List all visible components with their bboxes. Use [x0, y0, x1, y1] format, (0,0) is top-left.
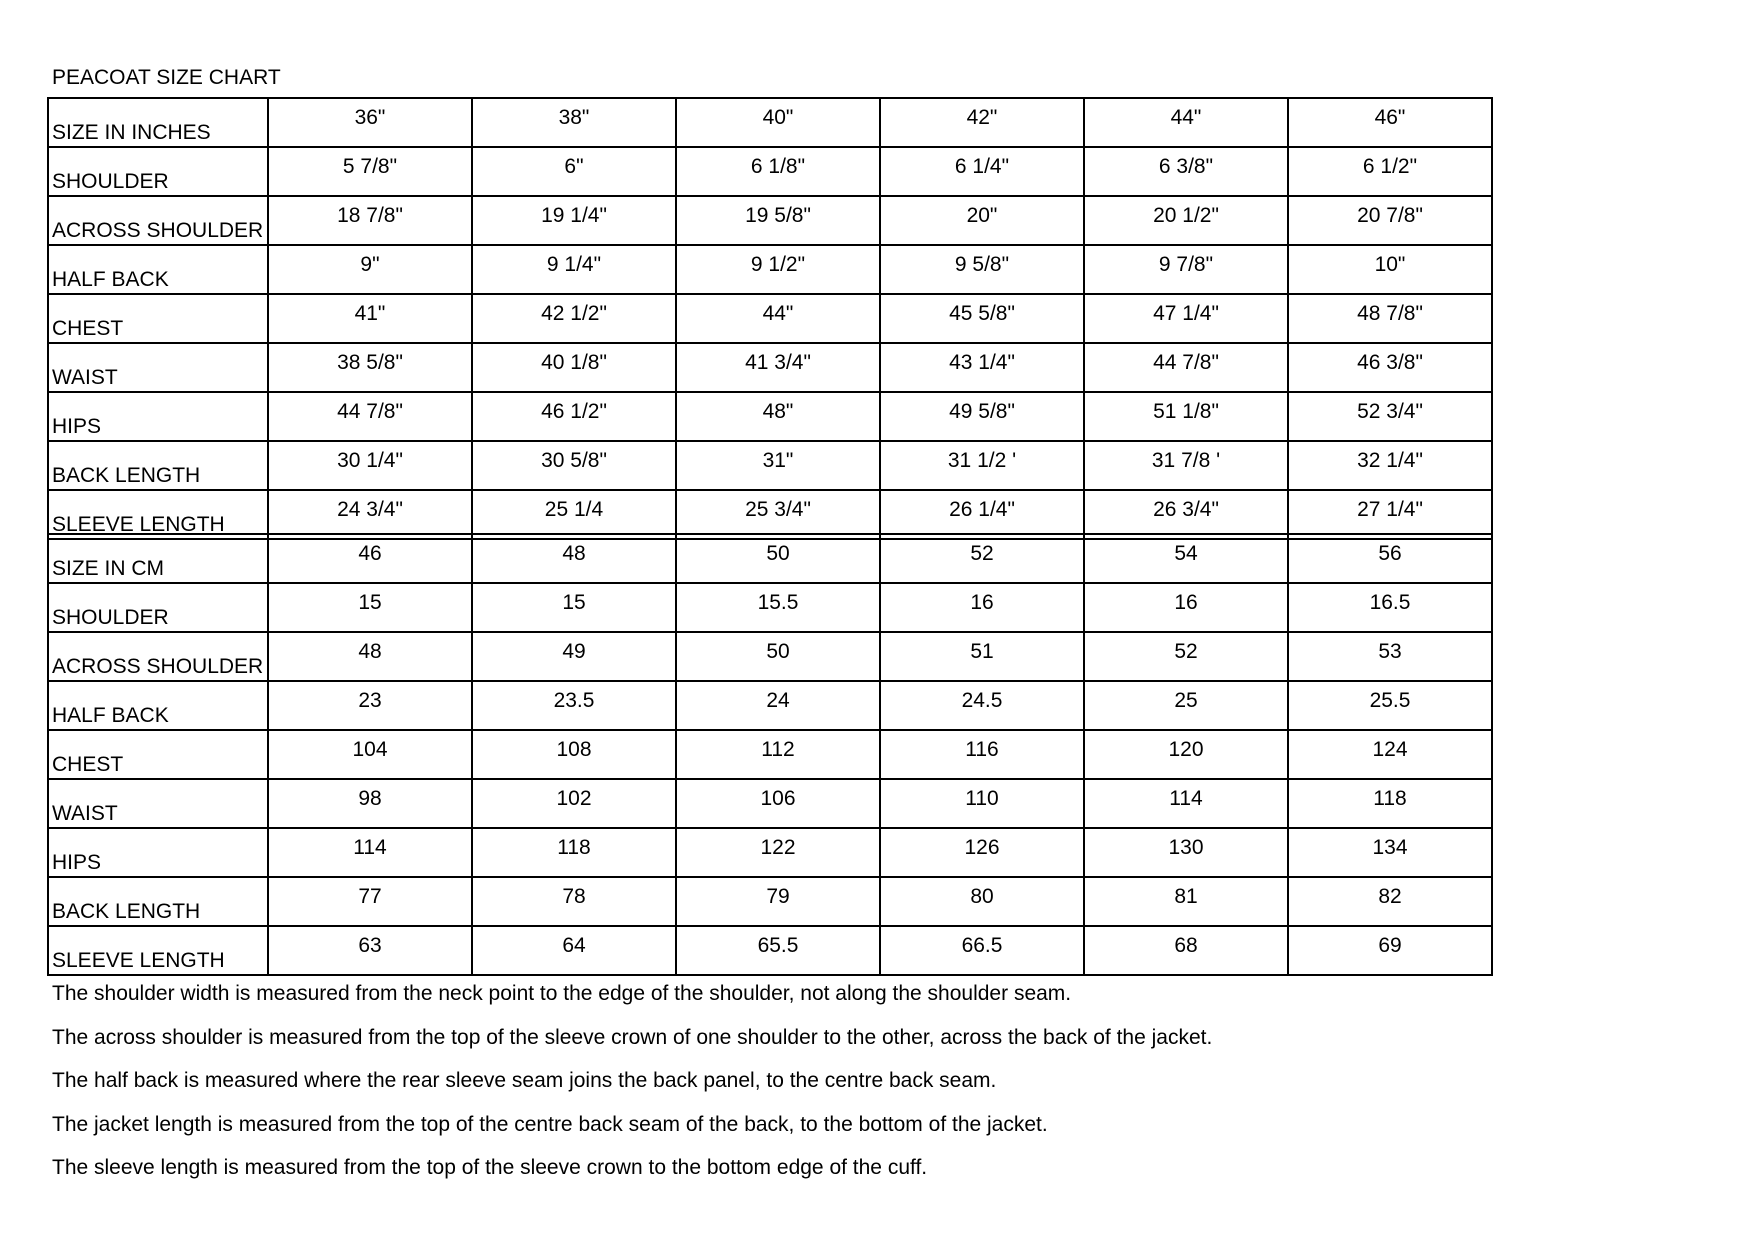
table-cell: 110 — [880, 779, 1084, 828]
table-cell: 26 3/4" — [1084, 490, 1288, 539]
table-cell: 18 7/8" — [268, 196, 472, 245]
table-cell: 9 1/2" — [676, 245, 880, 294]
table-row — [48, 490, 1492, 539]
table-row — [48, 98, 1492, 147]
table-cell: 46 3/8" — [1288, 343, 1492, 392]
table-cell: 114 — [268, 828, 472, 877]
row-label: SIZE IN INCHES — [48, 98, 268, 147]
table-cell: 41" — [268, 294, 472, 343]
row-label: SHOULDER — [48, 147, 268, 196]
table-cell: 20 7/8" — [1288, 196, 1492, 245]
table-cell: 9 7/8" — [1084, 245, 1288, 294]
table-cell: 19 5/8" — [676, 196, 880, 245]
table-cell: 68 — [1084, 926, 1288, 975]
table-cell: 66.5 — [880, 926, 1084, 975]
table-cell: 48 — [268, 632, 472, 681]
table-cell: 38 5/8" — [268, 343, 472, 392]
note-jacket-length: The jacket length is measured from the top of the centre back seam of the back, to the bottom of the jacket. — [52, 1112, 1048, 1136]
table-cell: 6 3/8" — [1084, 147, 1288, 196]
table-cell: 49 — [472, 632, 676, 681]
table-cell: 23.5 — [472, 681, 676, 730]
table-row — [48, 392, 1492, 441]
table-cell: 25 3/4" — [676, 490, 880, 539]
table-cell: 51 — [880, 632, 1084, 681]
table-cell: 23 — [268, 681, 472, 730]
table-cell: 48" — [676, 392, 880, 441]
table-cell: 102 — [472, 779, 676, 828]
table-cell: 114 — [1084, 779, 1288, 828]
table-row — [48, 632, 1492, 681]
cm-table-body — [48, 534, 1492, 975]
table-cell: 25 1/4 — [472, 490, 676, 539]
table-cell: 52 3/4" — [1288, 392, 1492, 441]
table-cell: 53 — [1288, 632, 1492, 681]
table-cell: 50 — [676, 632, 880, 681]
table-cell: 15 — [268, 583, 472, 632]
table-cell: 38" — [472, 98, 676, 147]
table-cell: 44" — [1084, 98, 1288, 147]
table-cell: 6" — [472, 147, 676, 196]
table-cell: 126 — [880, 828, 1084, 877]
table-cell: 52 — [1084, 632, 1288, 681]
table-cell: 98 — [268, 779, 472, 828]
table-cell: 27 1/4" — [1288, 490, 1492, 539]
table-cell: 20 1/2" — [1084, 196, 1288, 245]
table-cell: 32 1/4" — [1288, 441, 1492, 490]
table-cell: 56 — [1288, 534, 1492, 583]
table-cell: 30 1/4" — [268, 441, 472, 490]
inches-size-table — [47, 97, 1493, 540]
table-cell: 118 — [1288, 779, 1492, 828]
table-cell: 9 5/8" — [880, 245, 1084, 294]
table-row — [48, 196, 1492, 245]
table-cell: 130 — [1084, 828, 1288, 877]
table-cell: 15 — [472, 583, 676, 632]
measurement-notes — [52, 982, 1652, 1200]
table-cell: 106 — [676, 779, 880, 828]
table-cell: 64 — [472, 926, 676, 975]
row-label: HALF BACK — [48, 681, 268, 730]
table-cell: 65.5 — [676, 926, 880, 975]
table-cell: 44 7/8" — [268, 392, 472, 441]
row-label: SLEEVE LENGTH — [48, 926, 268, 975]
table-cell: 49 5/8" — [880, 392, 1084, 441]
table-cell: 120 — [1084, 730, 1288, 779]
table-cell: 16.5 — [1288, 583, 1492, 632]
row-label: HIPS — [48, 828, 268, 877]
table-cell: 36" — [268, 98, 472, 147]
row-label: HALF BACK — [48, 245, 268, 294]
row-label: ACROSS SHOULDER — [48, 632, 268, 681]
table-cell: 24.5 — [880, 681, 1084, 730]
table-cell: 69 — [1288, 926, 1492, 975]
row-label: CHEST — [48, 730, 268, 779]
table-cell: 44 7/8" — [1084, 343, 1288, 392]
inches-table-body — [48, 98, 1492, 539]
table-row — [48, 926, 1492, 975]
table-cell: 16 — [880, 583, 1084, 632]
table-cell: 6 1/4" — [880, 147, 1084, 196]
table-cell: 112 — [676, 730, 880, 779]
row-label: SIZE IN CM — [48, 534, 268, 583]
row-label: ACROSS SHOULDER — [48, 196, 268, 245]
table-cell: 6 1/8" — [676, 147, 880, 196]
row-label: WAIST — [48, 779, 268, 828]
table-cell: 24 — [676, 681, 880, 730]
note-half-back: The half back is measured where the rear sleeve seam joins the back panel, to the centre back seam. — [52, 1069, 997, 1092]
table-cell: 43 1/4" — [880, 343, 1084, 392]
table-cell: 52 — [880, 534, 1084, 583]
table-row — [48, 828, 1492, 877]
table-cell: 50 — [676, 534, 880, 583]
table-cell: 9 1/4" — [472, 245, 676, 294]
table-cell: 20" — [880, 196, 1084, 245]
table-cell: 19 1/4" — [472, 196, 676, 245]
table-cell: 31 1/2 ' — [880, 441, 1084, 490]
table-row — [48, 779, 1492, 828]
table-cell: 31" — [676, 441, 880, 490]
table-cell: 51 1/8" — [1084, 392, 1288, 441]
table-cell: 80 — [880, 877, 1084, 926]
table-row — [48, 681, 1492, 730]
table-cell: 82 — [1288, 877, 1492, 926]
table-row — [48, 147, 1492, 196]
note-shoulder: The shoulder width is measured from the neck point to the edge of the shoulder, not along the shoulder seam. — [52, 982, 1072, 1005]
row-label: HIPS — [48, 392, 268, 441]
table-cell: 47 1/4" — [1084, 294, 1288, 343]
table-row — [48, 877, 1492, 926]
row-label: CHEST — [48, 294, 268, 343]
table-row — [48, 441, 1492, 490]
table-cell: 79 — [676, 877, 880, 926]
table-row — [48, 534, 1492, 583]
table-cell: 45 5/8" — [880, 294, 1084, 343]
table-row — [48, 245, 1492, 294]
table-row — [48, 343, 1492, 392]
table-row — [48, 730, 1492, 779]
table-cell: 26 1/4" — [880, 490, 1084, 539]
table-cell: 77 — [268, 877, 472, 926]
table-cell: 6 1/2" — [1288, 147, 1492, 196]
table-cell: 5 7/8" — [268, 147, 472, 196]
table-cell: 54 — [1084, 534, 1288, 583]
table-cell: 40 1/8" — [472, 343, 676, 392]
table-cell: 46 — [268, 534, 472, 583]
table-cell: 81 — [1084, 877, 1288, 926]
table-cell: 25.5 — [1288, 681, 1492, 730]
table-row — [48, 583, 1492, 632]
row-label: SHOULDER — [48, 583, 268, 632]
table-cell: 44" — [676, 294, 880, 343]
note-across-shoulder: The across shoulder is measured from the top of the sleeve crown of one shoulder to the other, across the back of the jacket. — [52, 1025, 1213, 1049]
table-cell: 48 7/8" — [1288, 294, 1492, 343]
table-row — [48, 294, 1492, 343]
row-label: WAIST — [48, 343, 268, 392]
table-cell: 46" — [1288, 98, 1492, 147]
page-title: PEACOAT SIZE CHART — [52, 66, 281, 89]
note-sleeve-length: The sleeve length is measured from the top of the sleeve crown to the bottom edge of the cuff. — [52, 1156, 928, 1179]
table-cell: 15.5 — [676, 583, 880, 632]
table-cell: 78 — [472, 877, 676, 926]
table-cell: 42 1/2" — [472, 294, 676, 343]
row-label: SLEEVE LENGTH — [48, 490, 268, 539]
table-cell: 63 — [268, 926, 472, 975]
cm-size-table — [47, 533, 1493, 976]
table-cell: 30 5/8" — [472, 441, 676, 490]
table-cell: 124 — [1288, 730, 1492, 779]
table-cell: 9" — [268, 245, 472, 294]
table-cell: 42" — [880, 98, 1084, 147]
table-cell: 41 3/4" — [676, 343, 880, 392]
table-cell: 48 — [472, 534, 676, 583]
table-cell: 40" — [676, 98, 880, 147]
table-cell: 46 1/2" — [472, 392, 676, 441]
table-cell: 104 — [268, 730, 472, 779]
table-cell: 118 — [472, 828, 676, 877]
table-cell: 25 — [1084, 681, 1288, 730]
table-cell: 108 — [472, 730, 676, 779]
table-cell: 122 — [676, 828, 880, 877]
table-cell: 16 — [1084, 583, 1288, 632]
table-cell: 24 3/4" — [268, 490, 472, 539]
table-cell: 134 — [1288, 828, 1492, 877]
row-label: BACK LENGTH — [48, 877, 268, 926]
table-cell: 10" — [1288, 245, 1492, 294]
table-cell: 116 — [880, 730, 1084, 779]
table-cell: 31 7/8 ' — [1084, 441, 1288, 490]
row-label: BACK LENGTH — [48, 441, 268, 490]
